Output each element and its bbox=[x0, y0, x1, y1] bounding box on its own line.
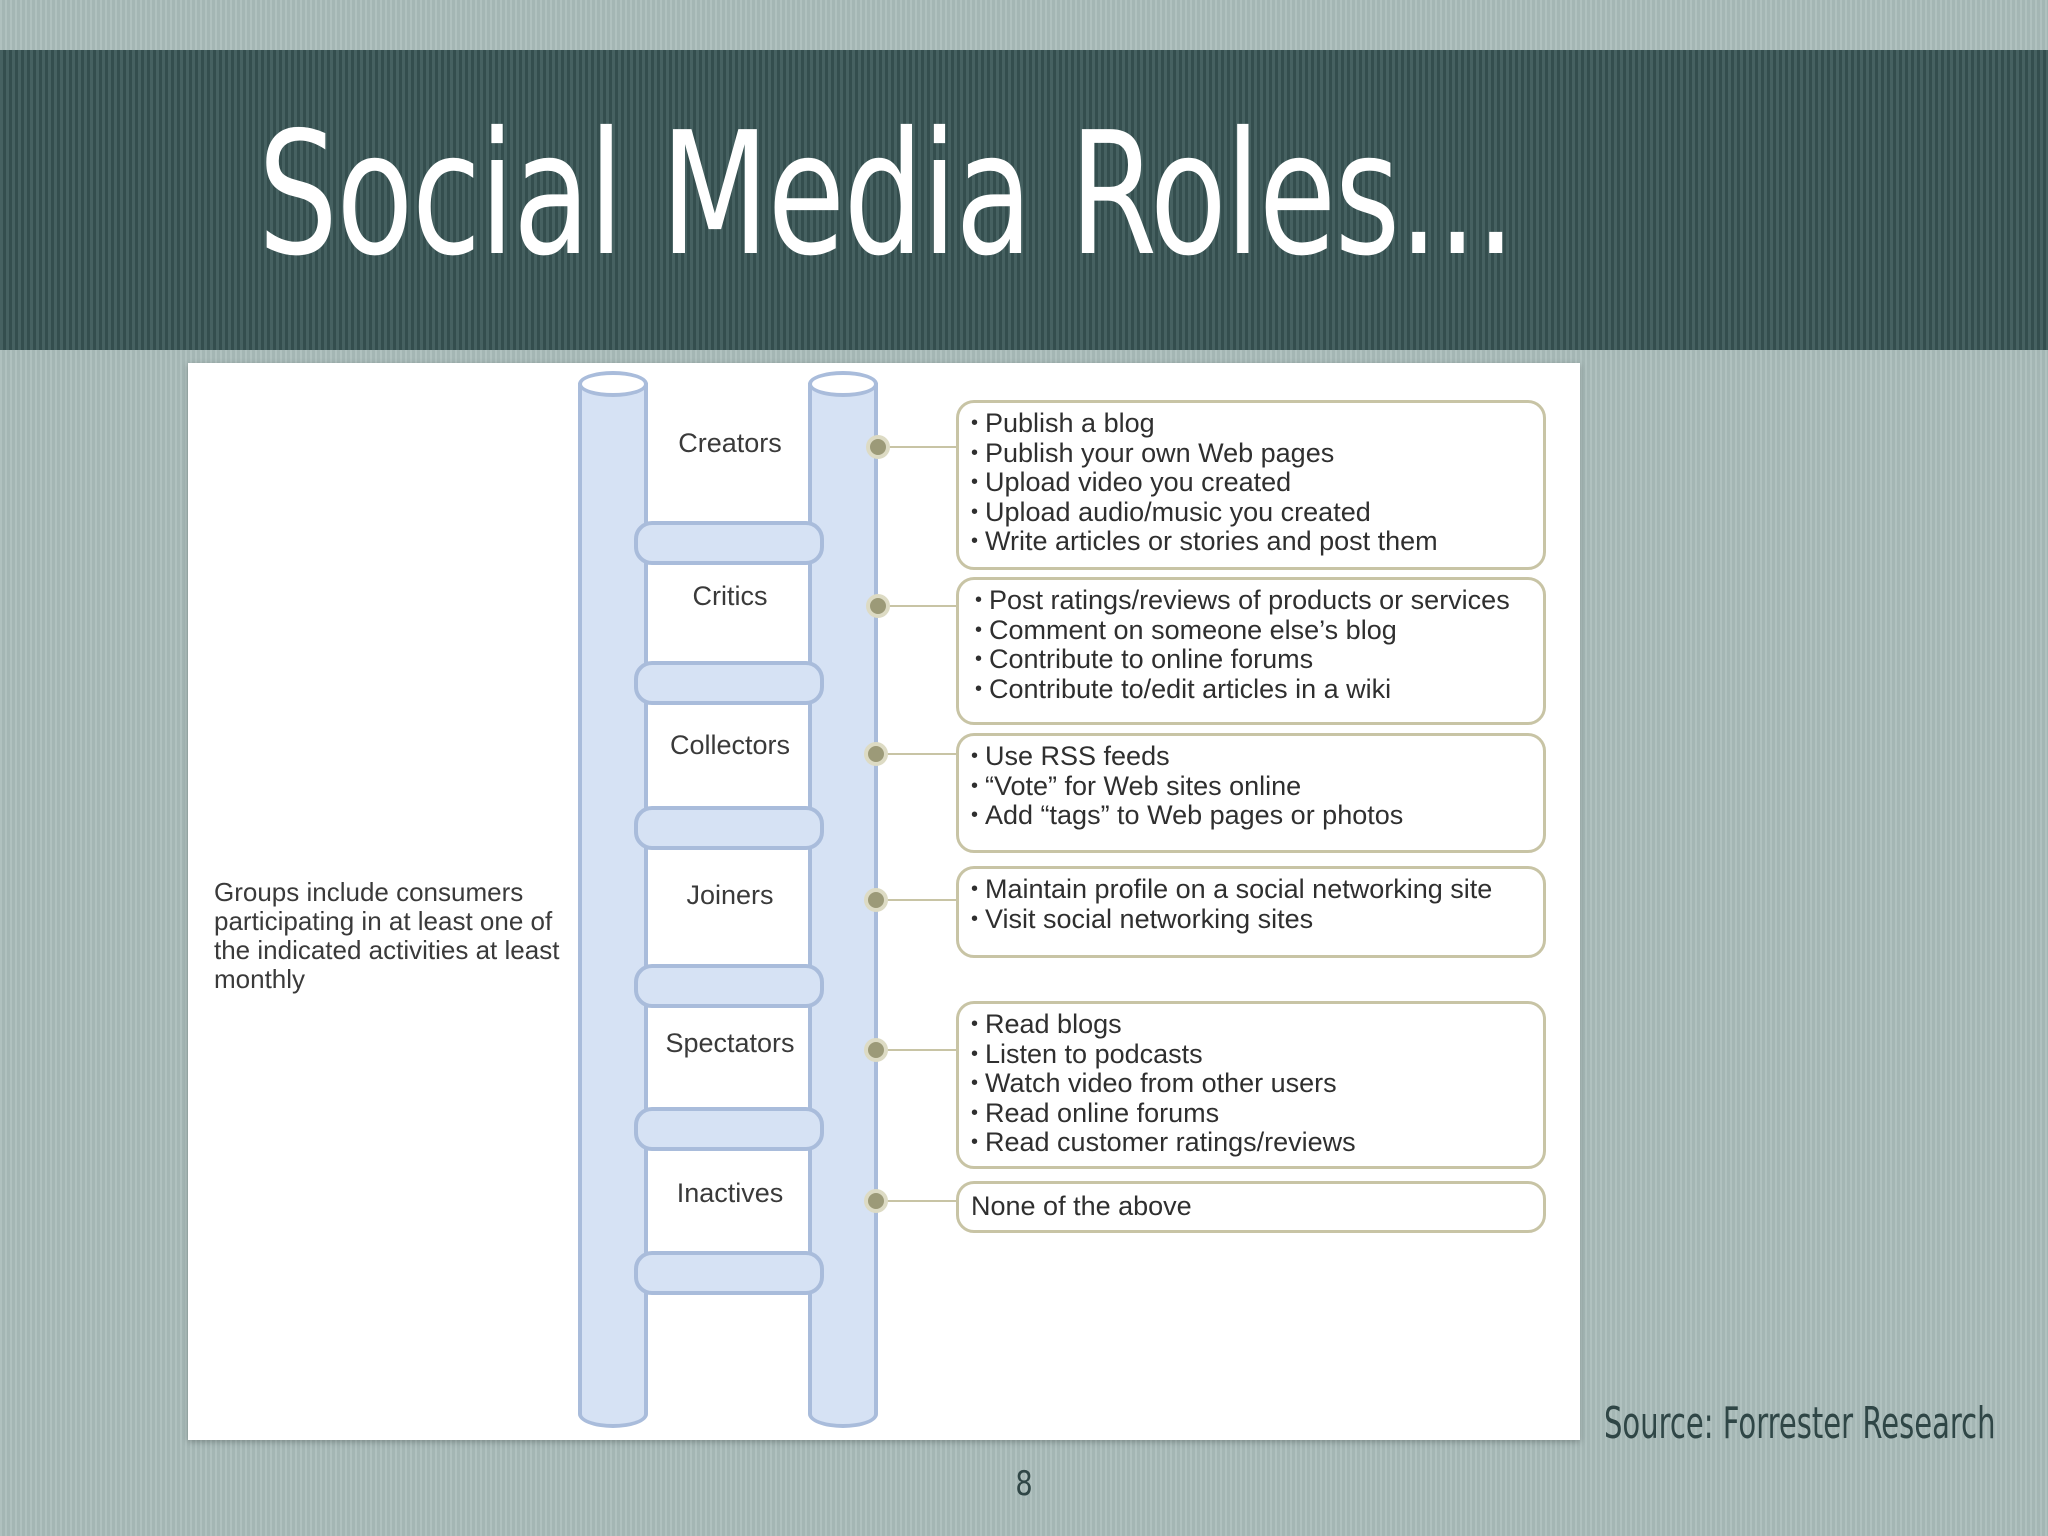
activity-box-joiners bbox=[956, 866, 1546, 958]
ladder-rung bbox=[634, 1251, 824, 1295]
activity-item: • Contribute to online forums bbox=[975, 645, 1531, 675]
role-label-collectors: Collectors bbox=[669, 730, 791, 760]
activity-item: • Use RSS feeds bbox=[971, 742, 1531, 772]
activity-item: • Read blogs bbox=[971, 1010, 1531, 1040]
connector-line bbox=[876, 1049, 958, 1051]
ladder-left-rail-top bbox=[578, 371, 648, 397]
activity-item: • Listen to podcasts bbox=[971, 1040, 1531, 1070]
connector-dot bbox=[866, 435, 890, 459]
connector-dot bbox=[864, 742, 888, 766]
ladder-rung bbox=[634, 806, 824, 850]
activity-item: • Visit social networking sites bbox=[971, 905, 1531, 935]
role-label-spectators: Spectators bbox=[665, 1028, 795, 1058]
connector-line bbox=[878, 446, 958, 448]
activity-box-spectators bbox=[956, 1001, 1546, 1169]
diagram-note: Groups include consumers participating in at least one of the indicated activities at least monthly bbox=[214, 877, 560, 994]
connector-line bbox=[876, 753, 958, 755]
ladder-right-rail-top bbox=[808, 371, 878, 397]
activity-item: • Publish your own Web pages bbox=[971, 439, 1531, 469]
activity-item: • Write articles or stories and post them bbox=[971, 527, 1531, 557]
activity-box-collectors bbox=[956, 733, 1546, 853]
activity-item: • Comment on someone else’s blog bbox=[975, 616, 1531, 646]
ladder-rung bbox=[634, 964, 824, 1008]
connector-dot bbox=[864, 1189, 888, 1213]
activity-item: • Maintain profile on a social networking site bbox=[971, 875, 1531, 905]
activity-item: • Upload audio/music you created bbox=[971, 498, 1531, 528]
activity-item: None of the above bbox=[971, 1191, 1192, 1221]
activity-item: • “Vote” for Web sites online bbox=[971, 772, 1531, 802]
ladder-rung bbox=[634, 1107, 824, 1151]
diagram-panel bbox=[188, 363, 1580, 1440]
role-label-joiners: Joiners bbox=[686, 880, 774, 910]
connector-dot bbox=[864, 1038, 888, 1062]
connector-dot bbox=[864, 888, 888, 912]
role-label-inactives: Inactives bbox=[676, 1178, 784, 1208]
activity-item: • Contribute to/edit articles in a wiki bbox=[975, 675, 1531, 705]
activity-box-inactives bbox=[956, 1181, 1546, 1233]
source-credit: Source: Forrester Research bbox=[1604, 1398, 1996, 1449]
activity-item: • Watch video from other users bbox=[971, 1069, 1531, 1099]
activity-box-creators bbox=[956, 400, 1546, 570]
ladder-rung bbox=[634, 521, 824, 565]
connector-line bbox=[878, 605, 958, 607]
activity-item: • Read customer ratings/reviews bbox=[971, 1128, 1531, 1158]
connector-line bbox=[876, 1200, 958, 1202]
ladder-rung bbox=[634, 661, 824, 705]
role-label-critics: Critics bbox=[692, 581, 768, 611]
slide-title: Social Media Roles... bbox=[258, 96, 1515, 294]
activity-item: • Upload video you created bbox=[971, 468, 1531, 498]
activity-item: • Publish a blog bbox=[971, 409, 1531, 439]
role-label-creators: Creators bbox=[678, 428, 782, 458]
activity-box-critics bbox=[956, 577, 1546, 725]
connector-dot bbox=[866, 594, 890, 618]
activity-item: • Add “tags” to Web pages or photos bbox=[971, 801, 1531, 831]
connector-line bbox=[876, 899, 958, 901]
activity-item: • Post ratings/reviews of products or services bbox=[975, 586, 1531, 616]
activity-item: • Read online forums bbox=[971, 1099, 1531, 1129]
page-number: 8 bbox=[1015, 1464, 1033, 1504]
